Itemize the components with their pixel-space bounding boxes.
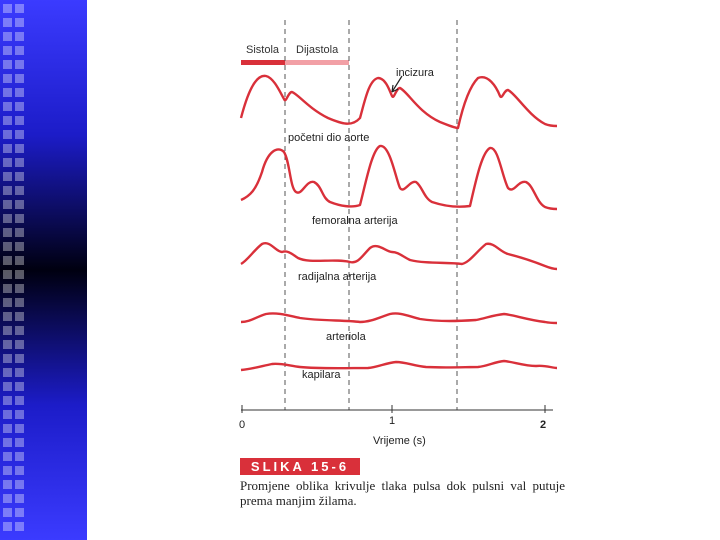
- femoral-artery-trace: [241, 146, 557, 209]
- diastole-label: Dijastola: [296, 44, 339, 56]
- femoral-artery-label: femoralna arterija: [312, 215, 398, 227]
- systole-bar: [241, 60, 285, 65]
- diastole-bar: [285, 60, 349, 65]
- arteriole-trace: [241, 313, 557, 323]
- axis-tick-label: 2: [540, 419, 547, 431]
- axis-title: Vrijeme (s): [373, 435, 426, 447]
- axis-tick-label: 1: [389, 415, 396, 427]
- capillary-trace: [241, 361, 557, 370]
- figure-number-badge: [240, 458, 360, 475]
- figure-number: SLIKA 15-6: [250, 459, 350, 474]
- radial-artery-trace: [241, 243, 557, 269]
- capillary-label: kapilara: [302, 369, 341, 381]
- aorta-trace: [241, 76, 557, 128]
- axis-tick-label: 0: [239, 419, 246, 431]
- systole-label: Sistola: [246, 44, 280, 56]
- aorta-label: početni dio aorte: [288, 132, 370, 144]
- arteriole-label: arteriola: [326, 331, 366, 343]
- figure-caption: Promjene oblika krivulje tlaka pulsa dok pulsni val putuje prema manjim žilama.: [240, 478, 565, 508]
- incizura-label: incizura: [396, 67, 434, 79]
- radial-artery-label: radijalna arterija: [298, 271, 377, 283]
